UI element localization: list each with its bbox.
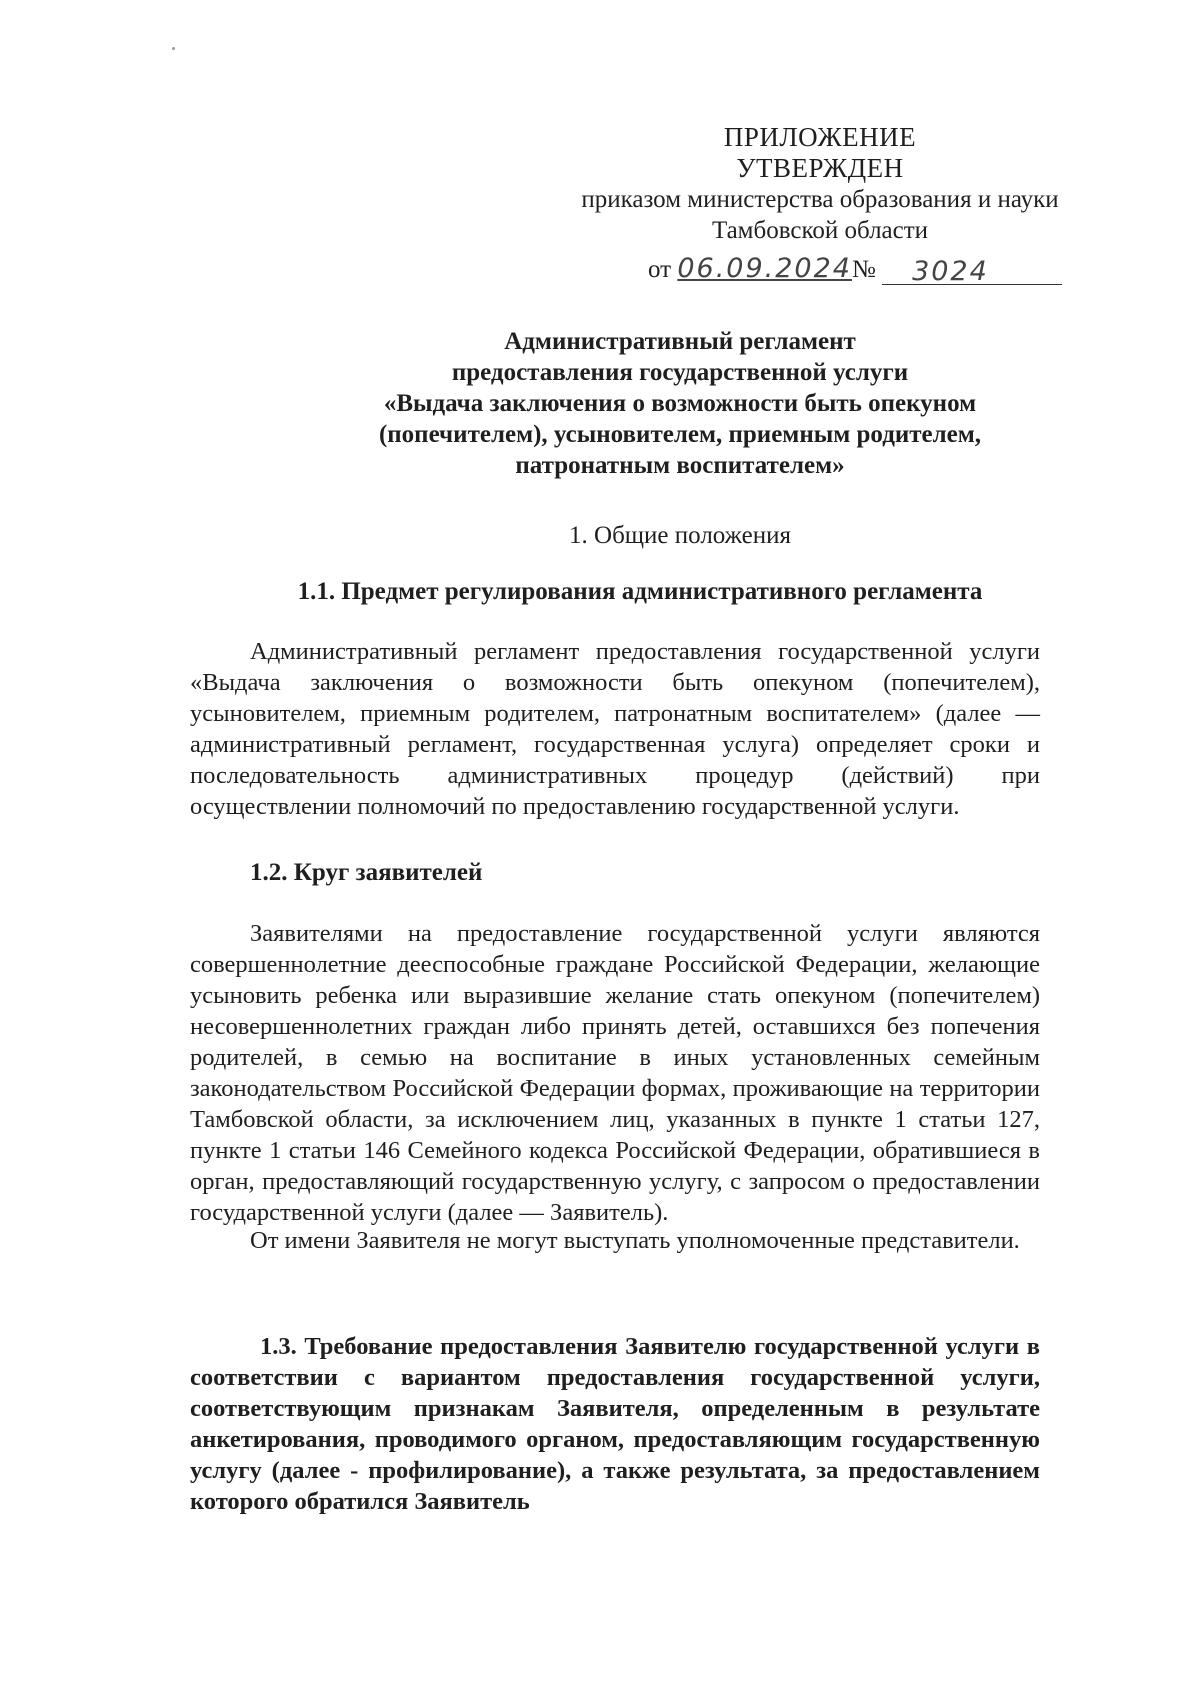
scan-speck xyxy=(172,47,175,50)
date-prefix: от xyxy=(648,256,672,283)
subsection-1-1-heading: 1.1. Предмет регулирования административного регламента xyxy=(297,578,983,605)
section-heading: 1. Общие положения xyxy=(569,522,791,549)
subsection-1-3-heading: 1.3. Требование предоставления Заявителю государственной услуги в соответствии с вариантом предоставления государственной услуги, соответствующим признакам Заявителя, определенным в результате анкетирования, проводимого органом, предоставляющим государственную услугу (далее - профилирование), а также результата, за предоставлением которого обратился Заявитель xyxy=(190,1333,1040,1515)
order-number-line xyxy=(882,256,1062,285)
subsection-1-1-text: Административный регламент предоставления государственной услуги «Выдача заключения о возможности быть опекуном (попечителем), усыновителем, приемным родителем, патронатным воспитателем» (далее — административный регламент, государственная услуга) определяет сроки и последовательность административных процедур (действий) при осуществлении полномочий по предоставлению государственной услуги. xyxy=(190,638,1040,820)
title-line: предоставления государственной услуги xyxy=(451,359,909,386)
handwritten-date: 06.09.2024 xyxy=(677,253,852,284)
subsection-1-2-heading: 1.2. Круг заявителей xyxy=(250,859,483,886)
title-line: патронатным воспитателем» xyxy=(515,452,845,479)
approval-header xyxy=(540,122,1100,246)
subsection-1-2-text: Заявителями на предоставление государственной услуги являются совершеннолетние дееспособные граждане Российской Федерации, желающие усыновить ребенка или выразившие желание стать опекуном (попечителем) несовершеннолетних граждан либо принять детей, оставшихся без попечения родителей, в семью на воспитание в иных установленных семейным законодательством Российской Федерации формах, проживающие на территории Тамбовской области, за исключением лиц, указанных в пункте 1 статьи 127, пункте 1 статьи 146 Семейного кодекса Российской Федерации, обратившиеся в орган, предоставляющий государственную услугу, с запросом о предоставлении государственной услуги (далее — Заявитель). xyxy=(190,920,1040,1226)
title-line: «Выдача заключения о возможности быть опекуном xyxy=(383,390,977,417)
title-line: Административный регламент xyxy=(504,328,856,355)
title-line: (попечителем), усыновителем, приемным родителем, xyxy=(378,421,982,448)
document-title xyxy=(330,326,1030,481)
region-text: Тамбовской области xyxy=(711,217,929,244)
number-prefix: № xyxy=(851,256,876,283)
handwritten-number: 3024 xyxy=(912,256,989,287)
order-date-number xyxy=(648,253,1078,285)
subsection-1-2-text-2: От имени Заявителя не могут выступать уполномоченные представители. xyxy=(250,1227,1020,1254)
approved-label: УТВЕРЖДЕН xyxy=(736,153,904,183)
order-by-text: приказом министерства образования и науки xyxy=(581,186,1059,213)
appendix-label: ПРИЛОЖЕНИЕ xyxy=(723,122,917,152)
